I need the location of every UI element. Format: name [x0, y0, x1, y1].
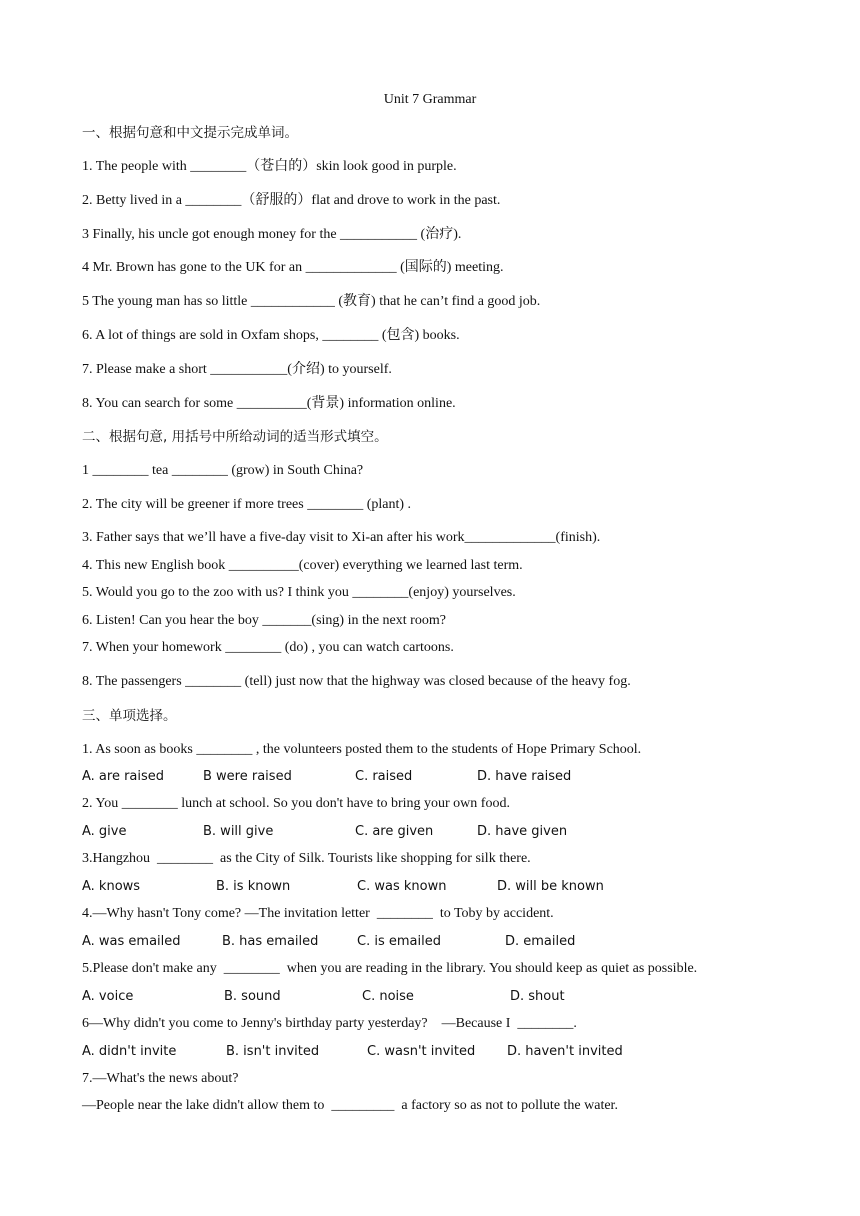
mc-question-4-stem: 4.—Why hasn't Tony come? —The invitation letter ________ to Toby by accident.	[82, 906, 554, 921]
mc-question-4-option-c: C. is emailed	[357, 934, 441, 949]
section1-item-6: 6. A lot of things are sold in Oxfam shops, ________ (包含) books.	[82, 328, 460, 343]
mc-question-1-stem: 1. As soon as books ________ , the volunteers posted them to the students of Hope Primary School.	[82, 742, 642, 757]
mc-question-3-stem: 3.Hangzhou ________ as the City of Silk. Tourists like shopping for silk there.	[82, 851, 531, 866]
mc-question-6-option-a: A. didn't invite	[82, 1044, 177, 1059]
mc-question-7-stem-continued: —People near the lake didn't allow them to _________ a factory so as not to pollute the water.	[82, 1098, 618, 1113]
mc-question-5-option-d: D. shout	[510, 989, 565, 1004]
section1-item-5: 5 The young man has so little ____________ (教育) that he can’t find a good job.	[82, 294, 541, 309]
mc-question-1-option-b: B were raised	[203, 769, 292, 784]
section3-heading: 三、单项选择。	[82, 708, 177, 724]
section2-item-4: 4. This new English book __________(cover) everything we learned last term.	[82, 558, 523, 573]
mc-question-1-option-a: A. are raised	[82, 769, 165, 784]
mc-question-6-option-b: B. isn't invited	[226, 1044, 320, 1059]
mc-question-3-option-d: D. will be known	[497, 879, 604, 894]
mc-question-6-stem: 6—Why didn't you come to Jenny's birthday party yesterday? —Because I ________.	[82, 1016, 577, 1031]
section2-item-5: 5. Would you go to the zoo with us? I think you ________(enjoy) yourselves.	[82, 585, 516, 600]
page-title: Unit 7 Grammar	[383, 92, 477, 107]
section1-item-2: 2. Betty lived in a ________（舒服的）flat and drove to work in the past.	[82, 193, 501, 208]
mc-question-5-option-c: C. noise	[362, 989, 414, 1004]
mc-question-3-option-c: C. was known	[357, 879, 447, 894]
section2-item-1: 1 ________ tea ________ (grow) in South China?	[82, 463, 364, 478]
mc-question-2-option-a: A. give	[82, 824, 127, 839]
mc-question-5-stem: 5.Please don't make any ________ when you are reading in the library. You should keep as quiet as possible.	[82, 961, 698, 976]
mc-question-1-option-d: D. have raised	[477, 769, 572, 784]
mc-question-2-option-b: B. will give	[203, 824, 274, 839]
section2-item-2: 2. The city will be greener if more trees ________ (plant) .	[82, 497, 412, 512]
mc-question-4-option-d: D. emailed	[505, 934, 576, 949]
section2-heading: 二、根据句意, 用括号中所给动词的适当形式填空。	[82, 429, 388, 445]
mc-question-4-option-b: B. has emailed	[222, 934, 319, 949]
section1-item-4: 4 Mr. Brown has gone to the UK for an _____________ (国际的) meeting.	[82, 260, 504, 275]
mc-question-3-option-b: B. is known	[216, 879, 291, 894]
section1-item-7: 7. Please make a short ___________(介绍) to yourself.	[82, 362, 392, 377]
section1-item-1: 1. The people with ________（苍白的）skin look good in purple.	[82, 159, 457, 174]
section2-item-7: 7. When your homework ________ (do) , you can watch cartoons.	[82, 640, 454, 655]
mc-question-7-stem: 7.—What's the news about?	[82, 1071, 239, 1086]
section2-item-6: 6. Listen! Can you hear the boy _______(sing) in the next room?	[82, 613, 446, 628]
section1-item-3: 3 Finally, his uncle got enough money for the ___________ (治疗).	[82, 227, 462, 242]
section2-item-3: 3. Father says that we’ll have a five-day visit to Xi-an after his work_____________(finish).	[82, 530, 601, 545]
mc-question-2-stem: 2. You ________ lunch at school. So you don't have to bring your own food.	[82, 796, 510, 811]
section2-item-8: 8. The passengers ________ (tell) just now that the highway was closed because of the heavy fog.	[82, 674, 631, 689]
mc-question-3-option-a: A. knows	[82, 879, 141, 894]
section1-heading: 一、根据句意和中文提示完成单词。	[82, 125, 298, 141]
mc-question-2-option-d: D. have given	[477, 824, 568, 839]
mc-question-1-option-c: C. raised	[355, 769, 413, 784]
mc-question-2-option-c: C. are given	[355, 824, 434, 839]
mc-question-6-option-d: D. haven't invited	[507, 1044, 623, 1059]
mc-question-5-option-b: B. sound	[224, 989, 281, 1004]
section1-item-8: 8. You can search for some __________(背景) information online.	[82, 396, 456, 411]
mc-question-6-option-c: C. wasn't invited	[367, 1044, 476, 1059]
mc-question-5-option-a: A. voice	[82, 989, 134, 1004]
mc-question-4-option-a: A. was emailed	[82, 934, 181, 949]
